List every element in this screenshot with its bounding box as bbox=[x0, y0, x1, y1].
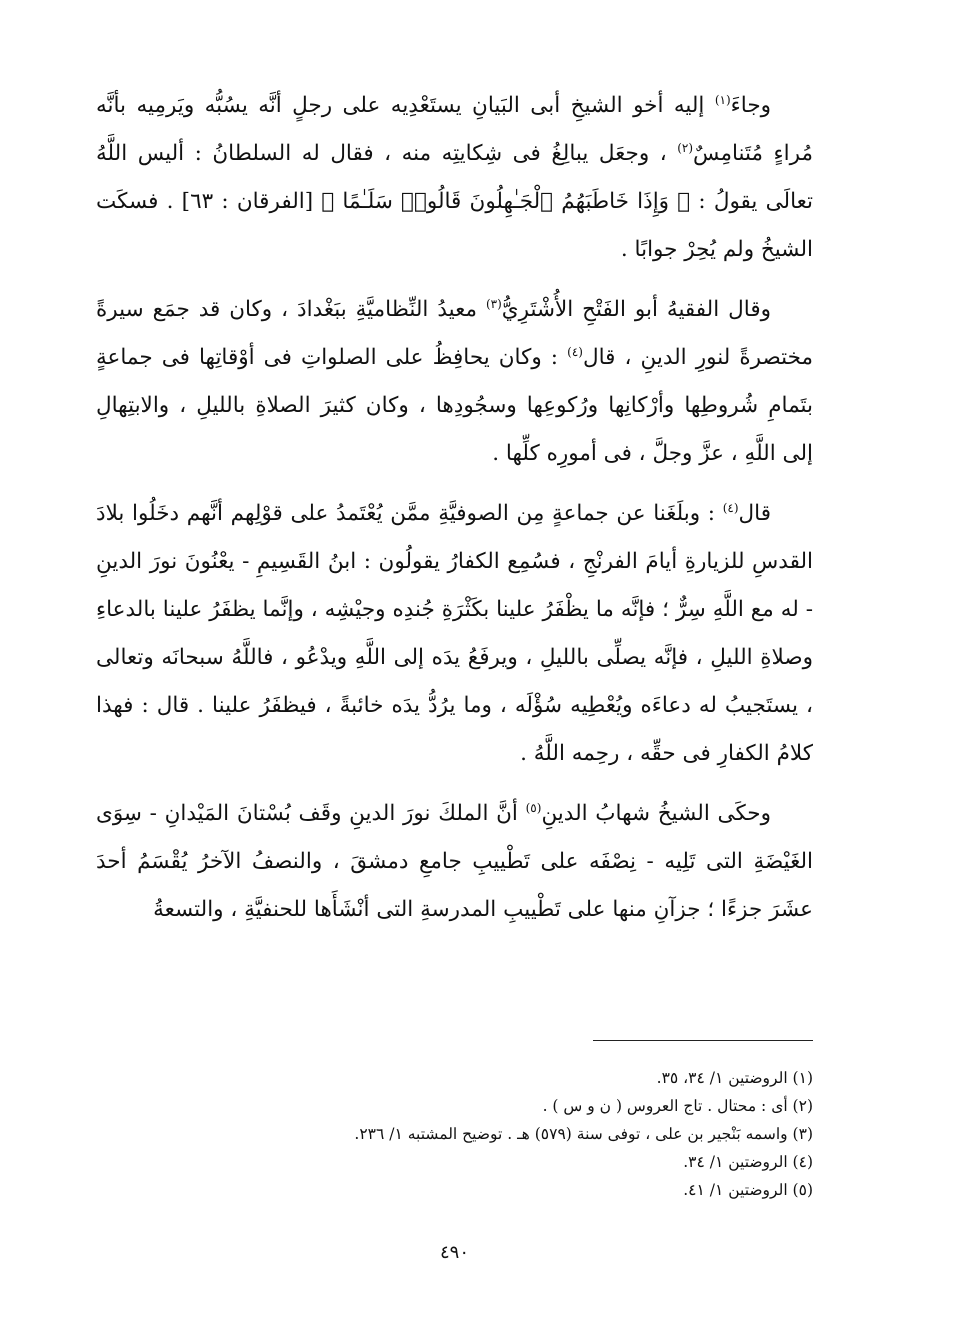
footnote-ref-5[interactable]: (٥) bbox=[525, 800, 542, 815]
footnote-1: (١) الروضتين ١/ ٣٤، ٣٥. bbox=[656, 1069, 813, 1087]
paragraph-1-text-c: ، وجعَل يبالِغُ فى شِكايتِه منه ، فقال له السلطانُ : أليس اللَّهُ تعالَى يقولُ : ﴿ وَإِذَا خَاطَبَهُمُ ٱلْجَـٰهِلُونَ قَالُوا۟ سَلَـٰمًا ﴾ [الفرقان : ٦٣] . فسكَت الشيخُ ولم يُحِرْ جوابًا . bbox=[96, 141, 813, 262]
paragraph-3-text-b: : وبلَغَنا عن جماعةٍ مِن الصوفيَّةِ ممَّن يُعْتَمدُ على قوْلِهم أنَّهم دخَلُوا بلادَ القدسِ للزيارةِ أيامَ الفرنْجِ ، فسُمِع الكفارُ يقولُون : ابنُ القَسِيمِ - يعْنُونَ نورَ الدينِ - له مع اللَّهِ سِرٌّ ؛ فإنَّه ما يظْفَرُ علينا بكَثْرَةِ جُندِه وجيْشِه ، وإنَّما يظفَرُ علينا بالدعاءِ وصلاةِ الليلِ ، فإنَّه يصلِّى بالليلِ ، ويرفَعُ يدَه إلى اللَّهِ ويدْعُو ، فاللَّهُ سبحانَه وتعالى ، يستَجيبُ له دعاءَه ويُعْطِيه سُؤْلَه ، وما يرُدُّ يدَه خائبةً ، فيظفَرُ علينا . قال : فهذا كلامُ الكفارِ فى حقِّه ، رحِمه اللَّهُ . bbox=[96, 501, 813, 766]
footnote-separator bbox=[593, 1040, 813, 1041]
paragraph-2-text-c: : وكان يحافِظُ على الصلواتِ فى أوْقاتِها فى جماعةٍ بتَمامِ شُروطِها وأرْكانِها ورُكوعِها وسجُودِها ، وكان كثيرَ الصلاةِ بالليلِ ، والابتِهالِ إلى اللَّهِ ، عزَّ وجلَّ ، فى أمورِه كلِّها . bbox=[96, 345, 813, 466]
footnote-5: (٥) الروضتين ١/ ٤١. bbox=[683, 1181, 813, 1199]
footnote-4: (٤) الروضتين ١/ ٣٤. bbox=[683, 1153, 813, 1171]
footnote-ref-2[interactable]: (٢) bbox=[677, 140, 694, 155]
paragraph-1-text-a: وجاءَ bbox=[730, 93, 771, 118]
footnote-3: (٣) واسمه بَنْجير بن على ، توفى سنة (٥٧٩) هـ . توضيح المشتبه ١/ ٢٣٦. bbox=[354, 1125, 813, 1143]
paragraph-1 bbox=[96, 82, 813, 274]
footnotes bbox=[96, 1064, 813, 1204]
footnote-ref-4[interactable]: (٤) bbox=[567, 344, 583, 359]
paragraph-2-text-a: وقال الفقيهُ أبو الفَتْحِ الأُشْتَرِيُّ bbox=[501, 297, 771, 322]
paragraph-3-text-a: قال bbox=[738, 501, 771, 526]
paragraph-2 bbox=[96, 286, 813, 478]
paragraph-4 bbox=[96, 790, 813, 934]
main-text bbox=[96, 82, 813, 934]
paragraph-3 bbox=[96, 490, 813, 778]
footnote-ref-3[interactable]: (٣) bbox=[485, 296, 502, 311]
page-number: ٤٩٠ bbox=[439, 1242, 469, 1263]
paragraph-4-text-b: أنَّ الملكَ نورَ الدينِ وقَف بُسْتانَ المَيْدانِ - سِوَى الغَيْضَةِ التى تَلِيه - نِصْفَه على تَطْييبِ جامعِ دمشقَ ، والنصفُ الآخرُ يُقْسَمُ أحدَ عشَرَ جزءًا ؛ جزآنِ منها على تَطْييبِ المدرسةِ التى أنْشَأَها للحنفيَّةِ ، والتسعةُ bbox=[96, 801, 813, 922]
paragraph-1-text-b: إليه أخو الشيخِ أبى البَيانِ يستَعْدِيه على رجلٍ أنَّه يسُبُّه ويَرمِيه بأنَّه مُراءٍ مُتَنامِسٌ bbox=[96, 93, 813, 166]
paragraph-2-text-b: معيدُ النِّظاميَّةِ ببَغْدادَ ، وكان قد جمَع سيرةً مختصرةً لنورِ الدينِ ، قال bbox=[96, 297, 813, 370]
paragraph-4-text-a: وحكَى الشيخُ شهابُ الدينِ bbox=[541, 801, 771, 826]
footnote-ref-4b[interactable]: (٤) bbox=[722, 500, 739, 515]
document-page bbox=[96, 82, 813, 1262]
footnote-ref-1[interactable]: (١) bbox=[714, 92, 731, 107]
footnote-2: (٢) أى : محتال . تاج العروس ( ن و س ) . bbox=[542, 1097, 813, 1115]
